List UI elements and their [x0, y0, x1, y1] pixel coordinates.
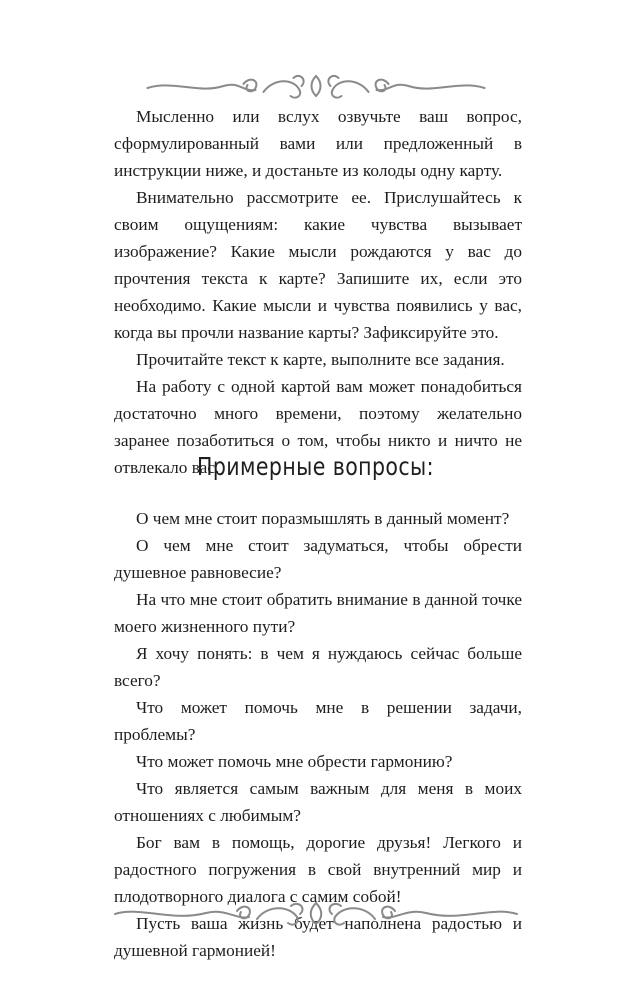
question-paragraph-1: О чем мне стоит поразмышлять в данный момент? — [136, 509, 510, 528]
intro-paragraph-1: Мысленно или вслух озвучьте ваш вопрос, сформулированный вами или предложенный в инструкции ниже, и достаньте из колоды одну карту. — [114, 107, 522, 180]
questions-text — [114, 505, 522, 964]
question-paragraph-5: Что может помочь мне в решении задачи, проблемы? — [114, 698, 522, 744]
section-heading: Примерные вопросы: — [197, 452, 434, 481]
question-paragraph-6: Что может помочь мне обрести гармонию? — [136, 752, 453, 771]
intro-paragraph-4: На работу с одной картой вам может понадобиться достаточно много времени, поэтому желательно заранее позаботиться о том, чтобы никто и ничто не отвлекало вас. — [114, 377, 522, 477]
closing-paragraph-1: Бог вам в помощь, дорогие друзья! Легкого и радостного погружения в свой внутренний мир и плодотворного диалога с самим собой! — [114, 833, 522, 906]
top-flourish-ornament — [143, 70, 488, 100]
bottom-flourish-ornament — [111, 898, 521, 928]
question-paragraph-4: Я хочу понять: в чем я нуждаюсь сейчас больше всего? — [114, 644, 522, 690]
closing-paragraph-2: Пусть ваша жизнь будет наполнена радостью и душевной гармонией! — [114, 914, 522, 960]
intro-paragraph-3: Прочитайте текст к карте, выполните все задания. — [136, 350, 505, 369]
intro-paragraph-2: Внимательно рассмотрите ее. Прислушайтесь к своим ощущениям: какие чувства вызывает изображение? Какие мысли рождаются у вас до прочтения текста к карте? Запишите их, если это необходимо. Какие мысли и чувства появились у вас, когда вы прочли название карты? Зафиксируйте это. — [114, 188, 522, 342]
question-paragraph-7: Что является самым важным для меня в моих отношениях с любимым? — [114, 779, 522, 825]
question-paragraph-3: На что мне стоит обратить внимание в данной точке моего жизненного пути? — [114, 590, 522, 636]
intro-text — [114, 103, 522, 481]
question-paragraph-2: О чем мне стоит задуматься, чтобы обрести душевное равновесие? — [114, 536, 522, 582]
